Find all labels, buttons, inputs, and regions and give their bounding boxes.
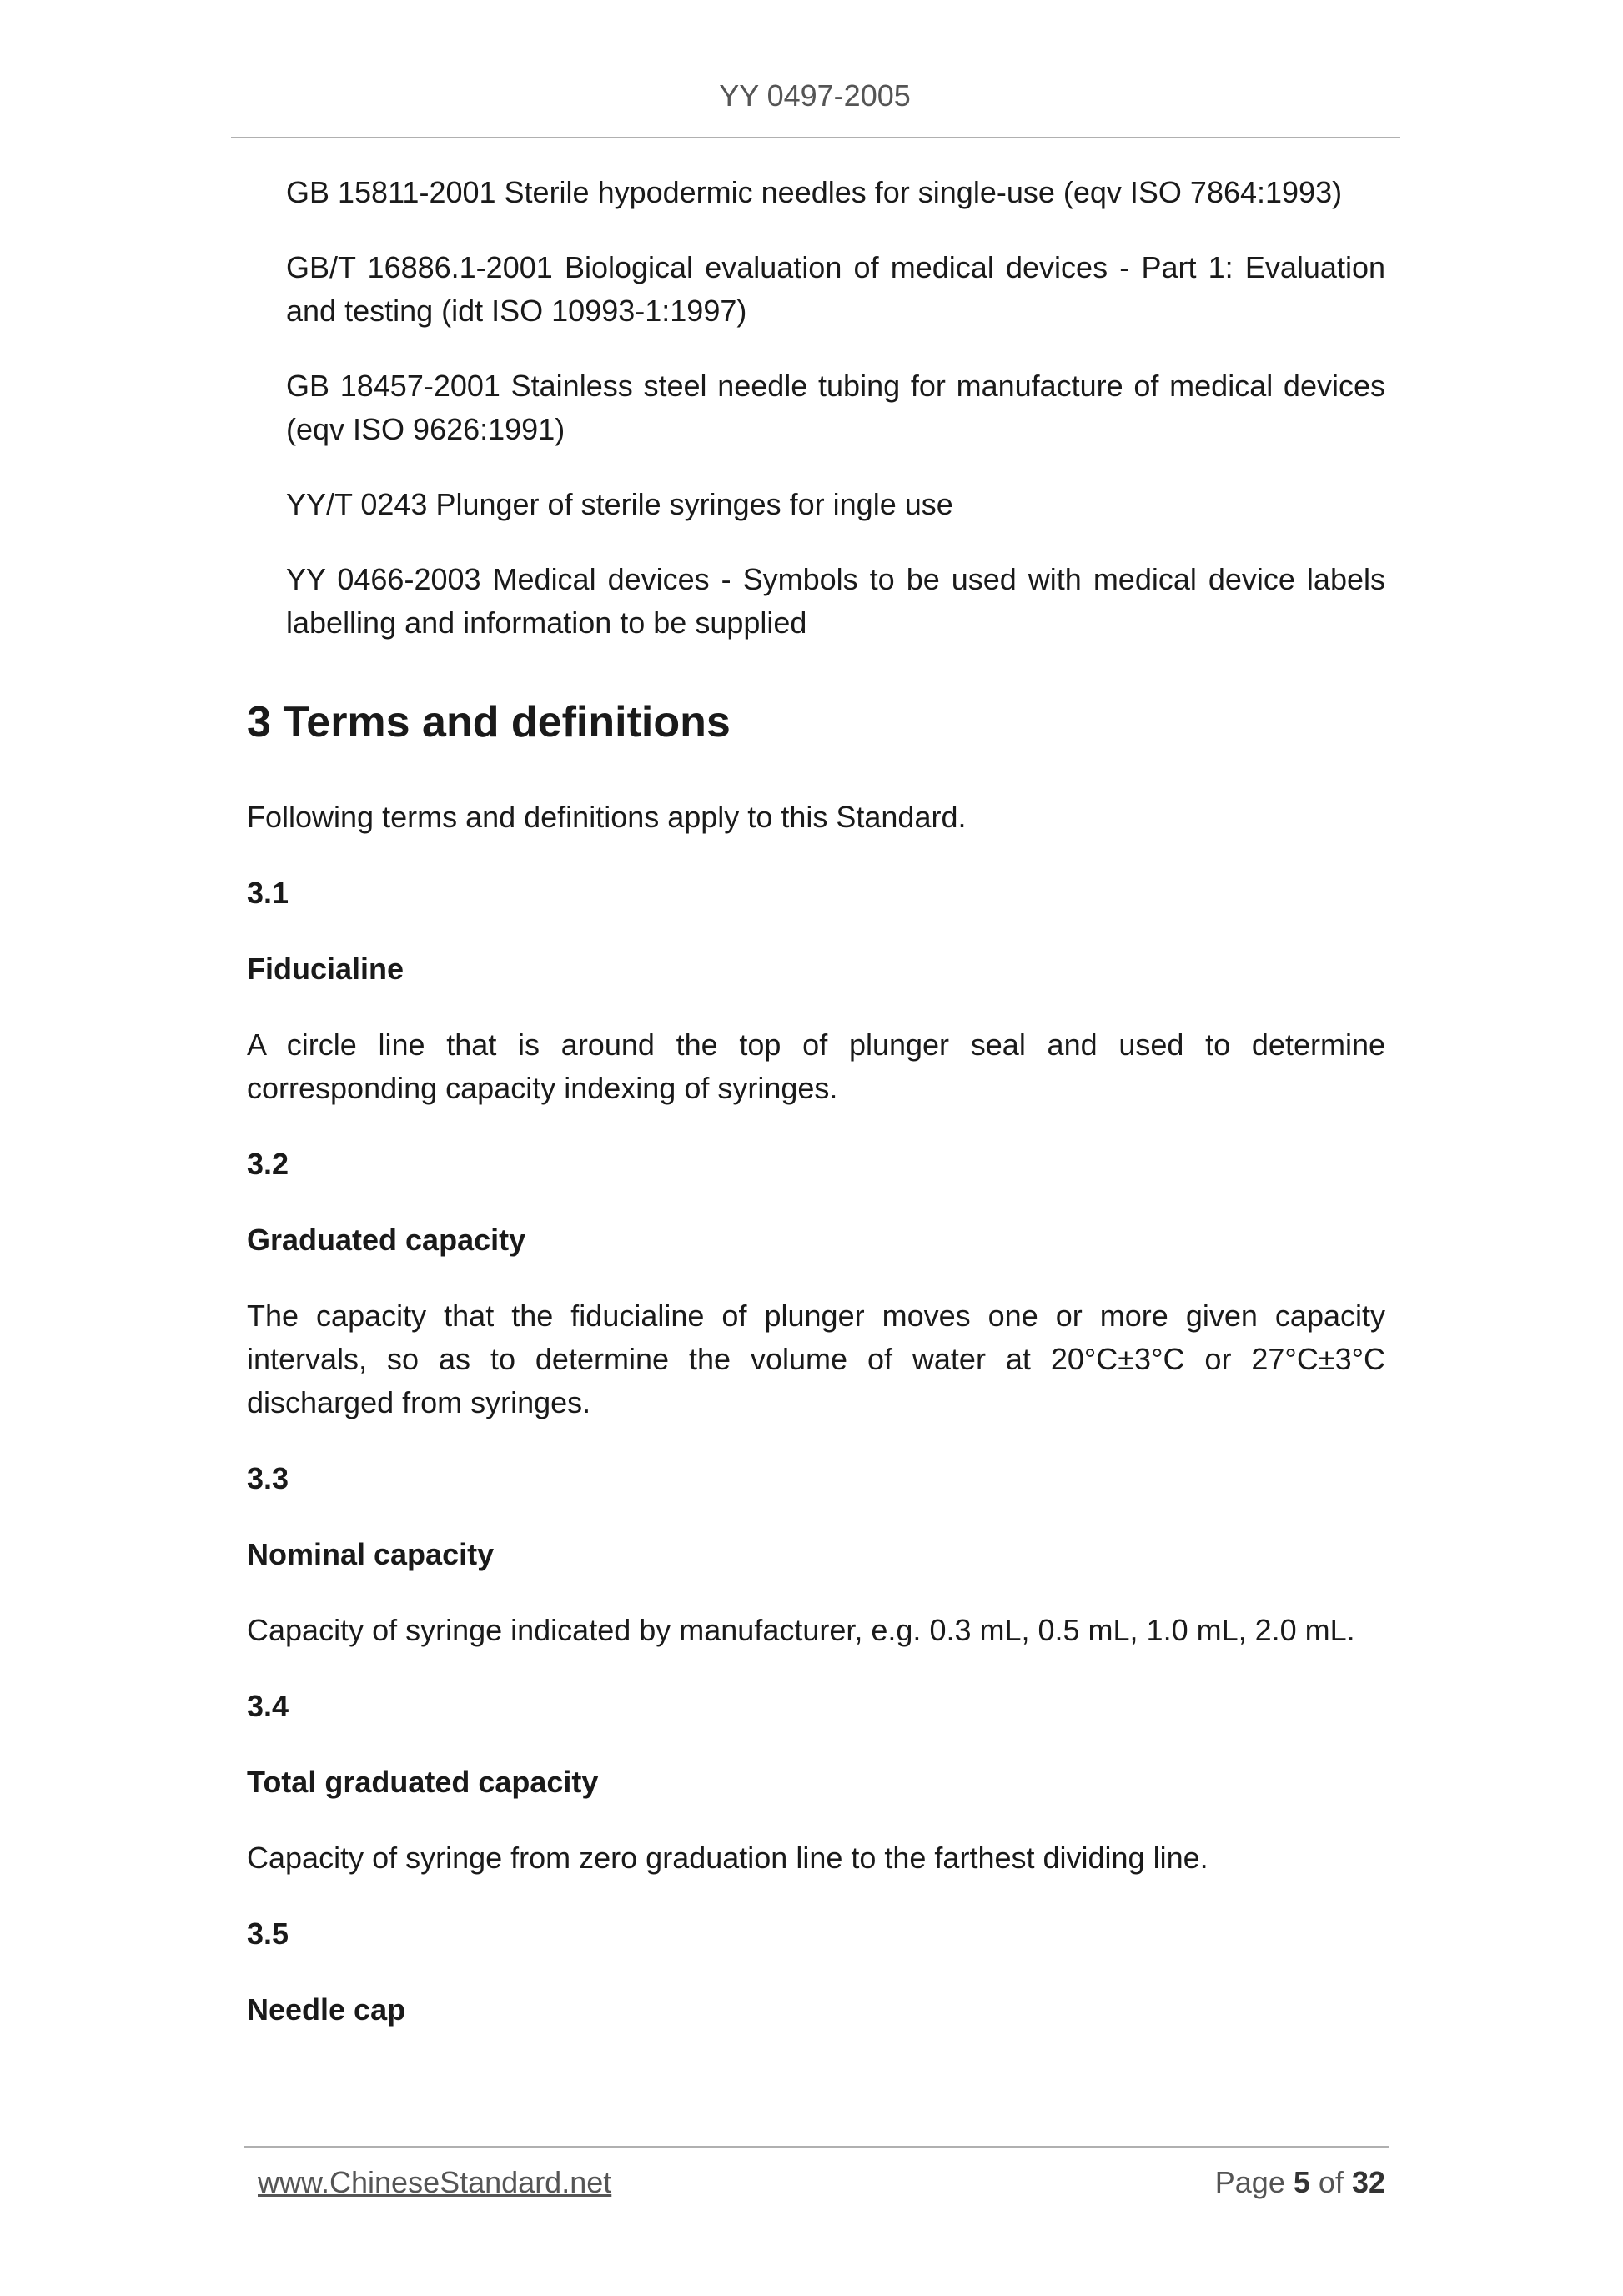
total-pages: 32 (1351, 2165, 1385, 2199)
reference-item: GB 15811-2001 Sterile hypodermic needles for single-use (eqv ISO 7864:1993) (286, 175, 1343, 209)
page-label: Page (1214, 2165, 1285, 2199)
normative-references-list (286, 171, 1385, 676)
terms-and-definitions-body (247, 796, 1385, 2064)
term-name: Graduated capacity (247, 1223, 526, 1257)
page-header: YY 0497-2005 (719, 78, 911, 113)
section-intro: Following terms and definitions apply to this Standard. (247, 800, 967, 834)
reference-item: YY/T 0243 Plunger of sterile syringes for ingle use (286, 487, 953, 521)
reference-item: GB/T 16886.1-2001 Biological evaluation of medical devices - Part 1: Evaluation and testing (idt ISO 10993-1:1997) (286, 250, 1385, 328)
term-number: 3.3 (247, 1461, 289, 1495)
footer-divider (244, 2146, 1389, 2148)
term-definition: Capacity of syringe indicated by manufacturer, e.g. 0.3 mL, 0.5 mL, 1.0 mL, 2.0 mL. (247, 1613, 1355, 1647)
term-name: Total graduated capacity (247, 1765, 599, 1799)
page-number (1215, 2165, 1385, 2200)
current-page: 5 (1293, 2165, 1310, 2199)
term-name: Needle cap (247, 1992, 406, 2027)
term-number: 3.1 (247, 876, 289, 910)
term-number: 3.5 (247, 1917, 289, 1951)
term-number: 3.4 (247, 1689, 289, 1723)
term-definition: The capacity that the fiducialine of plunger moves one or more given capacity intervals, so as to determine the volume of water at 20°C±3°C or 27°C±3°C discharged from syringes. (247, 1299, 1385, 1419)
reference-item: GB 18457-2001 Stainless steel needle tubing for manufacture of medical devices (eqv ISO 9626:1991) (286, 369, 1385, 446)
header-divider (231, 137, 1400, 138)
reference-item: YY 0466-2003 Medical devices - Symbols to be used with medical device labels labelling and information to be supplied (286, 562, 1385, 640)
term-definition: Capacity of syringe from zero graduation line to the farthest dividing line. (247, 1841, 1208, 1875)
page-of-label: of (1318, 2165, 1344, 2199)
section-heading: 3 Terms and definitions (247, 698, 731, 746)
term-name: Fiducialine (247, 952, 404, 986)
website-link[interactable]: www.ChineseStandard.net (258, 2165, 612, 2199)
term-name: Nominal capacity (247, 1537, 495, 1571)
term-definition: A circle line that is around the top of plunger seal and used to determine corresponding capacity indexing of syringes. (247, 1027, 1385, 1105)
term-number: 3.2 (247, 1147, 289, 1181)
